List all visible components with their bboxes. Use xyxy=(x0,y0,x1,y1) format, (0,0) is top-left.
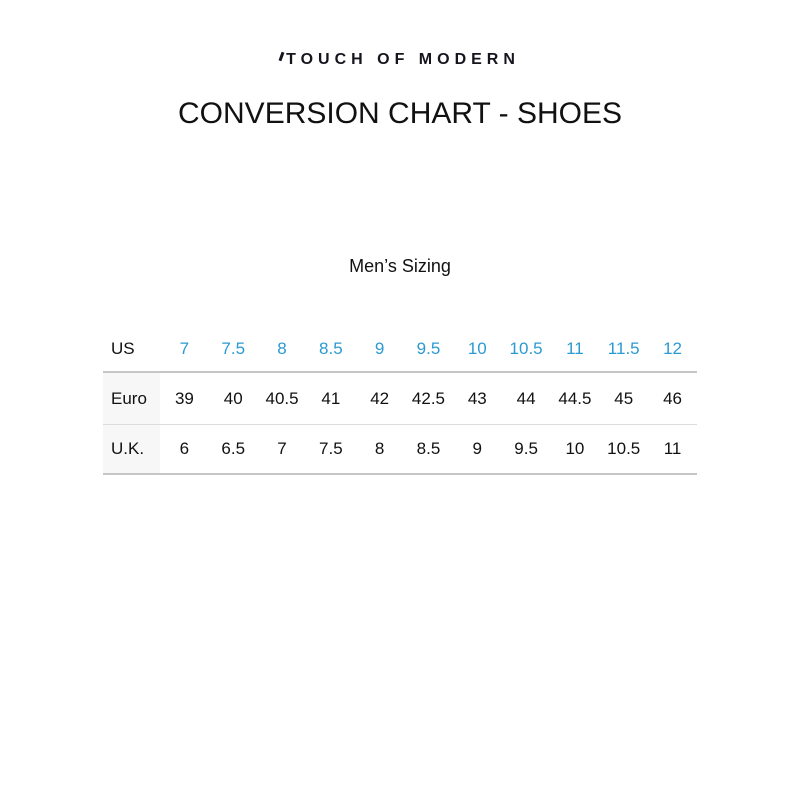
table-cell: 6 xyxy=(179,439,190,458)
table-cell: 45 xyxy=(614,388,634,408)
table-cell: 43 xyxy=(467,388,487,408)
table-cell: 7.5 xyxy=(319,439,343,458)
table-cell: 9 xyxy=(374,338,385,358)
row-label: Euro xyxy=(103,373,160,424)
table-cell: 11.5 xyxy=(607,338,640,358)
table-cell: 42.5 xyxy=(411,388,446,408)
conversion-table xyxy=(103,326,697,475)
table-cell: 8 xyxy=(374,439,385,458)
table-cell: 44.5 xyxy=(558,388,592,408)
table-cell: 9.5 xyxy=(416,338,441,358)
table-cell: 12 xyxy=(663,338,682,358)
table-cell: 7.5 xyxy=(221,338,246,358)
table-row-euro xyxy=(103,373,697,425)
page-title: CONVERSION CHART - SHOES xyxy=(178,97,622,130)
table-cell: 8 xyxy=(277,338,287,358)
table-cell: 9 xyxy=(472,439,483,458)
table-row-us xyxy=(103,326,697,373)
table-cell: 9.5 xyxy=(514,439,538,458)
table-row-uk xyxy=(103,425,697,475)
row-label: U.K. xyxy=(103,425,160,473)
table-cell: 11 xyxy=(566,338,584,358)
table-cell: 39 xyxy=(174,388,194,408)
table-cell: 40.5 xyxy=(265,388,299,408)
section-title: Men’s Sizing xyxy=(349,256,451,276)
brand-logo xyxy=(0,51,800,69)
table-cell: 10.5 xyxy=(509,338,543,358)
table-cell: 41 xyxy=(321,388,341,408)
table-cell: 7 xyxy=(179,338,190,358)
table-cell: 7 xyxy=(277,439,287,458)
table-cell: 10 xyxy=(467,338,487,358)
table-cell: 8.5 xyxy=(319,338,343,358)
table-cell: 44 xyxy=(516,388,536,408)
table-cell: 10 xyxy=(565,439,585,458)
table-cell: 40 xyxy=(223,388,243,408)
table-cell: 46 xyxy=(663,388,682,408)
table-cell: 11 xyxy=(663,439,682,458)
row-label: US xyxy=(111,338,135,358)
table-cell: 42 xyxy=(370,388,390,408)
brand-name: TOUCH OF MODERN xyxy=(286,51,520,68)
table-cell: 6.5 xyxy=(221,439,246,458)
table-cell: 10.5 xyxy=(607,439,641,458)
logo-tick-icon xyxy=(279,52,285,61)
table-cell: 8.5 xyxy=(416,439,441,458)
